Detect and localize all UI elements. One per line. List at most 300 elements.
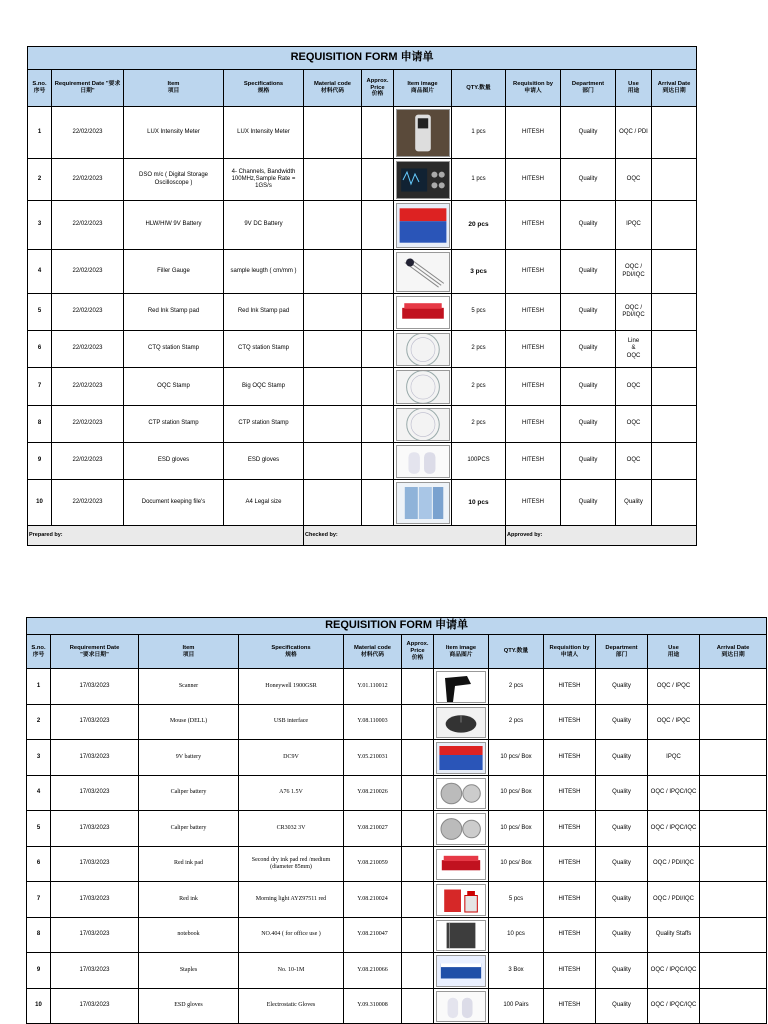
table-row bbox=[28, 406, 697, 443]
use-cell: OQC / IPQC/IQC bbox=[648, 989, 700, 1024]
item-cell: Mouse (DELL) bbox=[139, 705, 239, 740]
material-code-cell bbox=[304, 159, 362, 201]
material-code-cell bbox=[304, 480, 362, 526]
specifications-cell: CR3032 3V bbox=[239, 811, 344, 847]
department-cell: Quality bbox=[596, 953, 648, 989]
header-department: Department 部门 bbox=[561, 70, 616, 107]
use-cell: IPQC bbox=[616, 201, 652, 250]
arrival-date-cell bbox=[700, 740, 767, 776]
use-cell: OQC bbox=[616, 159, 652, 201]
price-cell bbox=[402, 882, 434, 918]
use-cell: OQC / IPQC bbox=[648, 705, 700, 740]
use-cell: OQC bbox=[616, 443, 652, 480]
use-cell: OQC / PDI/IQC bbox=[616, 250, 652, 294]
arrival-date-cell bbox=[652, 294, 697, 331]
requisition-by-cell: HITESH bbox=[506, 368, 561, 406]
requirement-date-cell: 22/02/2023 bbox=[52, 406, 124, 443]
use-cell: OQC / IPQC/IQC bbox=[648, 811, 700, 847]
item-cell: ESD gloves bbox=[124, 443, 224, 480]
stamp-icon bbox=[396, 370, 450, 404]
requisition-by-cell: HITESH bbox=[506, 107, 561, 159]
header-arrival-date: Arrival Date 到达日期 bbox=[652, 70, 697, 107]
item-image-cell bbox=[434, 811, 489, 847]
material-code-cell bbox=[304, 250, 362, 294]
requirement-date-cell: 17/03/2023 bbox=[51, 989, 139, 1024]
stamp-icon bbox=[396, 333, 450, 366]
serial-number-cell: 5 bbox=[28, 294, 52, 331]
battery-icon bbox=[396, 203, 450, 248]
table-row bbox=[28, 443, 697, 480]
requirement-date-cell: 17/03/2023 bbox=[51, 847, 139, 882]
approved-by-label: Approved by: bbox=[506, 526, 697, 546]
header-approx-price: Approx. Price 价格 bbox=[402, 635, 434, 669]
use-cell: OQC / PDI/IQC bbox=[616, 294, 652, 331]
price-cell bbox=[362, 368, 394, 406]
serial-number-cell: 6 bbox=[28, 331, 52, 368]
serial-number-cell: 4 bbox=[27, 776, 51, 811]
price-cell bbox=[362, 294, 394, 331]
requisition-by-cell: HITESH bbox=[506, 406, 561, 443]
item-cell: DSO m/c ( Digital Storage Oscilloscope ) bbox=[124, 159, 224, 201]
use-cell: Quality Staffs bbox=[648, 918, 700, 953]
item-image-cell bbox=[434, 918, 489, 953]
item-image-cell bbox=[394, 250, 452, 294]
header-requirement-date: Requirement Date "要求 日期" bbox=[52, 70, 124, 107]
requisition-by-cell: HITESH bbox=[506, 331, 561, 368]
price-cell bbox=[402, 776, 434, 811]
item-cell: Filler Gauge bbox=[124, 250, 224, 294]
item-cell: CTQ station Stamp bbox=[124, 331, 224, 368]
department-cell: Quality bbox=[561, 480, 616, 526]
stamp-pad-icon bbox=[436, 849, 486, 880]
table-row bbox=[28, 201, 697, 250]
qty-cell: 10 pcs/ Box bbox=[489, 847, 544, 882]
price-cell bbox=[362, 331, 394, 368]
serial-number-cell: 1 bbox=[27, 669, 51, 705]
table-row bbox=[27, 669, 767, 705]
price-cell bbox=[402, 953, 434, 989]
item-image-cell bbox=[394, 331, 452, 368]
requirement-date-cell: 22/02/2023 bbox=[52, 159, 124, 201]
use-cell: Line & OQC bbox=[616, 331, 652, 368]
specifications-cell: Big OQC Stamp bbox=[224, 368, 304, 406]
specifications-cell: 9V DC Battery bbox=[224, 201, 304, 250]
table-row bbox=[28, 480, 697, 526]
requirement-date-cell: 22/02/2023 bbox=[52, 294, 124, 331]
item-cell: CTP station Stamp bbox=[124, 406, 224, 443]
requirement-date-cell: 17/03/2023 bbox=[51, 811, 139, 847]
serial-number-cell: 8 bbox=[28, 406, 52, 443]
requisition-form-2 bbox=[26, 617, 767, 1024]
qty-cell: 10 pcs/ Box bbox=[489, 776, 544, 811]
header-specifications: Specifications 规格 bbox=[239, 635, 344, 669]
serial-number-cell: 8 bbox=[27, 918, 51, 953]
arrival-date-cell bbox=[652, 406, 697, 443]
price-cell bbox=[402, 705, 434, 740]
use-cell: OQC / IPQC/IQC bbox=[648, 953, 700, 989]
department-cell: Quality bbox=[561, 201, 616, 250]
specifications-cell: 4- Channels, Bandwidth 100MHz,Sample Rate = 1GS/s bbox=[224, 159, 304, 201]
header-sno: S.no. 序号 bbox=[27, 635, 51, 669]
form-1-header-row bbox=[28, 70, 697, 107]
gloves-icon bbox=[396, 445, 450, 478]
arrival-date-cell bbox=[700, 953, 767, 989]
material-code-cell: Y.01.110012 bbox=[344, 669, 402, 705]
arrival-date-cell bbox=[700, 776, 767, 811]
requirement-date-cell: 17/03/2023 bbox=[51, 918, 139, 953]
ink-bottle-icon bbox=[436, 884, 486, 916]
requirement-date-cell: 17/03/2023 bbox=[51, 669, 139, 705]
item-cell: Red Ink Stamp pad bbox=[124, 294, 224, 331]
price-cell bbox=[402, 811, 434, 847]
department-cell: Quality bbox=[596, 811, 648, 847]
qty-cell: 10 pcs bbox=[489, 918, 544, 953]
material-code-cell: Y.08.210059 bbox=[344, 847, 402, 882]
requisition-by-cell: HITESH bbox=[544, 989, 596, 1024]
material-code-cell bbox=[304, 331, 362, 368]
requisition-by-cell: HITESH bbox=[506, 250, 561, 294]
table-row bbox=[28, 107, 697, 159]
use-cell: OQC / PDI bbox=[616, 107, 652, 159]
header-specifications: Specifications 规格 bbox=[224, 70, 304, 107]
qty-cell: 2 pcs bbox=[452, 331, 506, 368]
serial-number-cell: 3 bbox=[27, 740, 51, 776]
checked-by-label: Checked by: bbox=[304, 526, 506, 546]
specifications-cell: No. 10-1M bbox=[239, 953, 344, 989]
serial-number-cell: 9 bbox=[28, 443, 52, 480]
header-sno: S.no. 序号 bbox=[28, 70, 52, 107]
item-cell: ESD gloves bbox=[139, 989, 239, 1024]
department-cell: Quality bbox=[561, 159, 616, 201]
item-image-cell bbox=[434, 989, 489, 1024]
specifications-cell: Electrostatic Gloves bbox=[239, 989, 344, 1024]
gauge-icon bbox=[396, 252, 450, 292]
stamp-icon bbox=[396, 408, 450, 441]
item-cell: OQC Stamp bbox=[124, 368, 224, 406]
price-cell bbox=[362, 107, 394, 159]
serial-number-cell: 2 bbox=[27, 705, 51, 740]
material-code-cell bbox=[304, 294, 362, 331]
header-item: Item 项目 bbox=[124, 70, 224, 107]
arrival-date-cell bbox=[652, 368, 697, 406]
material-code-cell: Y.08.210026 bbox=[344, 776, 402, 811]
item-cell: Caliper battery bbox=[139, 776, 239, 811]
price-cell bbox=[402, 989, 434, 1024]
specifications-cell: USB interface bbox=[239, 705, 344, 740]
requisition-form-1 bbox=[27, 46, 697, 546]
specifications-cell: LUX Intensity Meter bbox=[224, 107, 304, 159]
specifications-cell: A76 1.5V bbox=[239, 776, 344, 811]
coin-cells-icon bbox=[436, 778, 486, 809]
item-cell: notebook bbox=[139, 918, 239, 953]
item-image-cell bbox=[434, 882, 489, 918]
serial-number-cell: 7 bbox=[27, 882, 51, 918]
arrival-date-cell bbox=[700, 989, 767, 1024]
use-cell: OQC / IPQC/IQC bbox=[648, 776, 700, 811]
item-image-cell bbox=[434, 669, 489, 705]
requirement-date-cell: 22/02/2023 bbox=[52, 201, 124, 250]
price-cell bbox=[402, 918, 434, 953]
specifications-cell: Morning light AYZ97511 red bbox=[239, 882, 344, 918]
form-1-title: REQUISITION FORM 申请单 bbox=[28, 47, 697, 70]
use-cell: OQC / PDI/IQC bbox=[648, 847, 700, 882]
department-cell: Quality bbox=[561, 406, 616, 443]
form-2-header-row bbox=[27, 635, 767, 669]
requirement-date-cell: 22/02/2023 bbox=[52, 443, 124, 480]
header-item-image: Item image 商品图片 bbox=[394, 70, 452, 107]
staples-icon bbox=[436, 955, 486, 987]
item-cell: LUX Intensity Meter bbox=[124, 107, 224, 159]
arrival-date-cell bbox=[652, 250, 697, 294]
serial-number-cell: 10 bbox=[27, 989, 51, 1024]
serial-number-cell: 4 bbox=[28, 250, 52, 294]
qty-cell: 2 pcs bbox=[452, 406, 506, 443]
department-cell: Quality bbox=[596, 847, 648, 882]
requisition-by-cell: HITESH bbox=[544, 705, 596, 740]
material-code-cell bbox=[304, 368, 362, 406]
prepared-by-label: Prepared by: bbox=[28, 526, 304, 546]
material-code-cell: Y.05.210031 bbox=[344, 740, 402, 776]
item-image-cell bbox=[394, 107, 452, 159]
requisition-by-cell: HITESH bbox=[544, 882, 596, 918]
material-code-cell: Y.08.210047 bbox=[344, 918, 402, 953]
price-cell bbox=[402, 847, 434, 882]
specifications-cell: Second dry ink pad red /medium (diameter 85mm) bbox=[239, 847, 344, 882]
table-row bbox=[28, 159, 697, 201]
specifications-cell: ESD gloves bbox=[224, 443, 304, 480]
department-cell: Quality bbox=[596, 882, 648, 918]
qty-cell: 100 Pairs bbox=[489, 989, 544, 1024]
specifications-cell: sample leugth ( cm/mm ) bbox=[224, 250, 304, 294]
department-cell: Quality bbox=[596, 740, 648, 776]
requisition-by-cell: HITESH bbox=[544, 918, 596, 953]
material-code-cell bbox=[304, 443, 362, 480]
serial-number-cell: 2 bbox=[28, 159, 52, 201]
requisition-by-cell: HITESH bbox=[506, 159, 561, 201]
item-cell: Caliper battery bbox=[139, 811, 239, 847]
qty-cell: 2 pcs bbox=[452, 368, 506, 406]
item-image-cell bbox=[434, 847, 489, 882]
requisition-by-cell: HITESH bbox=[544, 811, 596, 847]
qty-cell: 1 pcs bbox=[452, 107, 506, 159]
item-cell: HLW/HIW 9V Battery bbox=[124, 201, 224, 250]
item-image-cell bbox=[394, 201, 452, 250]
material-code-cell bbox=[304, 406, 362, 443]
department-cell: Quality bbox=[596, 705, 648, 740]
requisition-by-cell: HITESH bbox=[506, 480, 561, 526]
department-cell: Quality bbox=[596, 776, 648, 811]
price-cell bbox=[362, 480, 394, 526]
serial-number-cell: 7 bbox=[28, 368, 52, 406]
requisition-by-cell: HITESH bbox=[544, 953, 596, 989]
use-cell: Quality bbox=[616, 480, 652, 526]
header-requisition-by: Requisition by 申请人 bbox=[544, 635, 596, 669]
requisition-by-cell: HITESH bbox=[544, 776, 596, 811]
item-cell: Staples bbox=[139, 953, 239, 989]
requisition-by-cell: HITESH bbox=[506, 443, 561, 480]
department-cell: Quality bbox=[561, 294, 616, 331]
qty-cell: 2 pcs bbox=[489, 669, 544, 705]
item-image-cell bbox=[394, 368, 452, 406]
table-row bbox=[27, 953, 767, 989]
price-cell bbox=[402, 669, 434, 705]
oscilloscope-icon bbox=[396, 161, 450, 199]
qty-cell: 10 pcs/ Box bbox=[489, 811, 544, 847]
arrival-date-cell bbox=[700, 705, 767, 740]
item-image-cell bbox=[434, 953, 489, 989]
qty-cell: 3 Box bbox=[489, 953, 544, 989]
price-cell bbox=[402, 740, 434, 776]
qty-cell: 1 pcs bbox=[452, 159, 506, 201]
arrival-date-cell bbox=[652, 480, 697, 526]
arrival-date-cell bbox=[652, 201, 697, 250]
arrival-date-cell bbox=[700, 811, 767, 847]
item-image-cell bbox=[434, 740, 489, 776]
use-cell: IPQC bbox=[648, 740, 700, 776]
requirement-date-cell: 17/03/2023 bbox=[51, 776, 139, 811]
specifications-cell: NO.404 ( for office use ) bbox=[239, 918, 344, 953]
requirement-date-cell: 22/02/2023 bbox=[52, 368, 124, 406]
price-cell bbox=[362, 250, 394, 294]
scanner-icon bbox=[436, 671, 486, 703]
material-code-cell: Y.08.210027 bbox=[344, 811, 402, 847]
material-code-cell: Y.08.210024 bbox=[344, 882, 402, 918]
item-cell: Red ink pad bbox=[139, 847, 239, 882]
requirement-date-cell: 17/03/2023 bbox=[51, 705, 139, 740]
item-image-cell bbox=[434, 705, 489, 740]
battery-icon bbox=[436, 742, 486, 774]
requirement-date-cell: 22/02/2023 bbox=[52, 107, 124, 159]
serial-number-cell: 6 bbox=[27, 847, 51, 882]
arrival-date-cell bbox=[700, 847, 767, 882]
form-1-signature-row bbox=[28, 526, 697, 546]
table-row bbox=[27, 811, 767, 847]
department-cell: Quality bbox=[596, 918, 648, 953]
notebook-icon bbox=[436, 920, 486, 951]
item-cell: 9V battery bbox=[139, 740, 239, 776]
requisition-by-cell: HITESH bbox=[544, 669, 596, 705]
item-image-cell bbox=[394, 443, 452, 480]
header-arrival-date: Arrival Date 到达日期 bbox=[700, 635, 767, 669]
table-row bbox=[28, 250, 697, 294]
requisition-by-cell: HITESH bbox=[544, 740, 596, 776]
arrival-date-cell bbox=[652, 443, 697, 480]
header-requisition-by: Requisition by 申请人 bbox=[506, 70, 561, 107]
stamp-pad-icon bbox=[396, 296, 450, 329]
requirement-date-cell: 17/03/2023 bbox=[51, 882, 139, 918]
item-image-cell bbox=[434, 776, 489, 811]
department-cell: Quality bbox=[596, 989, 648, 1024]
use-cell: OQC / IPQC bbox=[648, 669, 700, 705]
serial-number-cell: 10 bbox=[28, 480, 52, 526]
requirement-date-cell: 17/03/2023 bbox=[51, 740, 139, 776]
header-material-code: Material code 材料代码 bbox=[304, 70, 362, 107]
price-cell bbox=[362, 159, 394, 201]
header-item: Item 项目 bbox=[139, 635, 239, 669]
qty-cell: 2 pcs bbox=[489, 705, 544, 740]
lux-meter-icon bbox=[396, 109, 450, 157]
requisition-by-cell: HITESH bbox=[506, 294, 561, 331]
department-cell: Quality bbox=[596, 669, 648, 705]
arrival-date-cell bbox=[700, 669, 767, 705]
item-image-cell bbox=[394, 294, 452, 331]
gloves-icon bbox=[436, 991, 486, 1022]
department-cell: Quality bbox=[561, 107, 616, 159]
arrival-date-cell bbox=[652, 331, 697, 368]
arrival-date-cell bbox=[652, 107, 697, 159]
specifications-cell: Honeywell 1900GSR bbox=[239, 669, 344, 705]
table-row bbox=[28, 331, 697, 368]
arrival-date-cell bbox=[700, 882, 767, 918]
use-cell: OQC bbox=[616, 406, 652, 443]
table-row bbox=[27, 847, 767, 882]
qty-cell: 10 pcs/ Box bbox=[489, 740, 544, 776]
header-requirement-date: Requirement Date "要求日期" bbox=[51, 635, 139, 669]
header-approx-price: Approx. Price 价格 bbox=[362, 70, 394, 107]
department-cell: Quality bbox=[561, 368, 616, 406]
table-row bbox=[27, 705, 767, 740]
coin-cells-icon bbox=[436, 813, 486, 845]
department-cell: Quality bbox=[561, 331, 616, 368]
item-image-cell bbox=[394, 406, 452, 443]
item-cell: Red ink bbox=[139, 882, 239, 918]
mouse-icon bbox=[436, 707, 486, 738]
material-code-cell: Y.08.210066 bbox=[344, 953, 402, 989]
material-code-cell bbox=[304, 201, 362, 250]
header-item-image: Item image 商品图片 bbox=[434, 635, 489, 669]
qty-cell: 10 pcs bbox=[452, 480, 506, 526]
files-icon bbox=[396, 482, 450, 524]
qty-cell: 5 pcs bbox=[452, 294, 506, 331]
requisition-by-cell: HITESH bbox=[544, 847, 596, 882]
header-material-code: Material code 材料代码 bbox=[344, 635, 402, 669]
header-use: Use 用途 bbox=[616, 70, 652, 107]
department-cell: Quality bbox=[561, 443, 616, 480]
table-row bbox=[27, 740, 767, 776]
qty-cell: 3 pcs bbox=[452, 250, 506, 294]
requisition-by-cell: HITESH bbox=[506, 201, 561, 250]
form-2-title: REQUISITION FORM 申请单 bbox=[27, 618, 767, 635]
specifications-cell: A4 Legal size bbox=[224, 480, 304, 526]
material-code-cell bbox=[304, 107, 362, 159]
specifications-cell: DC9V bbox=[239, 740, 344, 776]
material-code-cell: Y.08.110003 bbox=[344, 705, 402, 740]
qty-cell: 20 pcs bbox=[452, 201, 506, 250]
department-cell: Quality bbox=[561, 250, 616, 294]
requirement-date-cell: 22/02/2023 bbox=[52, 331, 124, 368]
item-cell: Document keeping file's bbox=[124, 480, 224, 526]
specifications-cell: Red Ink Stamp pad bbox=[224, 294, 304, 331]
qty-cell: 5 pcs bbox=[489, 882, 544, 918]
table-row bbox=[27, 776, 767, 811]
item-image-cell bbox=[394, 480, 452, 526]
arrival-date-cell bbox=[652, 159, 697, 201]
serial-number-cell: 9 bbox=[27, 953, 51, 989]
header-use: Use 用途 bbox=[648, 635, 700, 669]
serial-number-cell: 1 bbox=[28, 107, 52, 159]
item-cell: Scanner bbox=[139, 669, 239, 705]
qty-cell: 100PCS bbox=[452, 443, 506, 480]
use-cell: OQC / PDI/IQC bbox=[648, 882, 700, 918]
header-department: Department 部门 bbox=[596, 635, 648, 669]
table-row bbox=[27, 989, 767, 1024]
price-cell bbox=[362, 201, 394, 250]
material-code-cell: Y.09.310008 bbox=[344, 989, 402, 1024]
table-row bbox=[27, 882, 767, 918]
arrival-date-cell bbox=[700, 918, 767, 953]
header-qty: QTY.数量 bbox=[489, 635, 544, 669]
price-cell bbox=[362, 406, 394, 443]
